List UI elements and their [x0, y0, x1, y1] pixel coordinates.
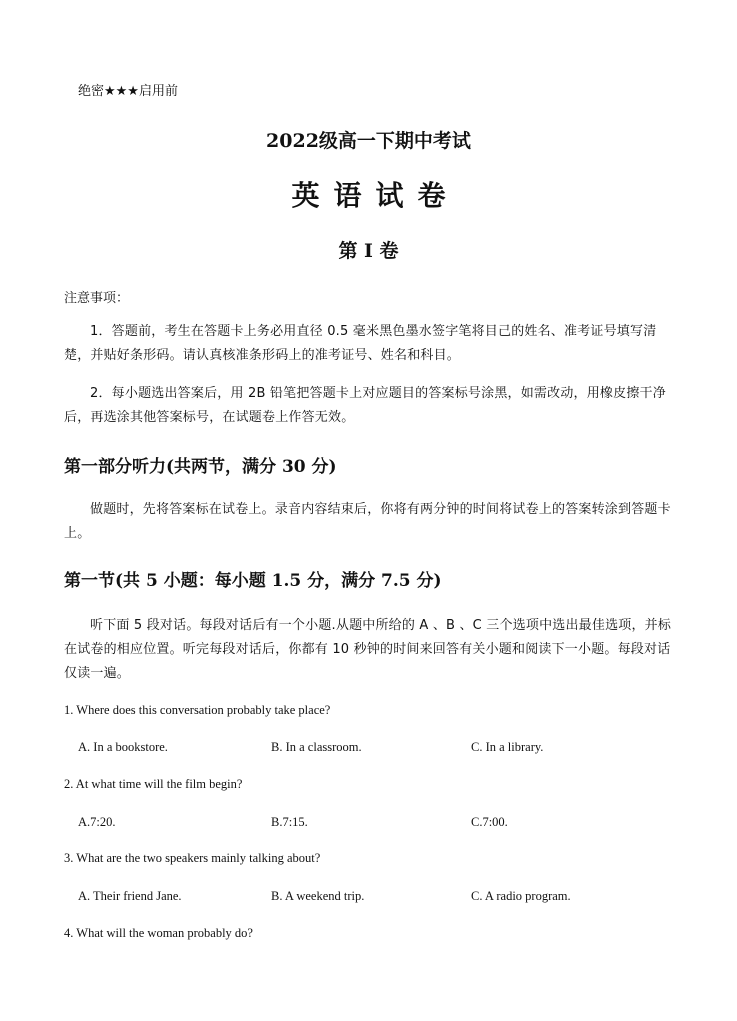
question-3-option-b: B. A weekend trip.: [271, 889, 365, 903]
confidential-label: 绝密★★★启用前: [78, 84, 178, 99]
subject-title: 英语试卷: [291, 179, 460, 212]
question-1-option-c: C. In a library.: [471, 740, 544, 754]
exam-title: 2022级高一下期中考试: [266, 130, 471, 152]
notice-item-2: 2．每小题选出答案后，用 2B 铅笔把答题卡上对应题目的答案标号涂黑，如需改动，用橡皮擦干净后，再选涂其他答案标号，在试题卷上作答无效。: [64, 386, 666, 425]
part1-instructions: 做题时，先将答案标在试卷上。录音内容结束后，你将有两分钟的时间将试卷上的答案转涂到答题卡上。: [64, 502, 671, 541]
question-3-option-c: C. A radio program.: [471, 889, 571, 903]
section1-instructions: 听下面 5 段对话。每段对话后有一个小题.从题中所给的 A 、B 、C 三个选项中选出最佳选项，并标在试卷的相应位置。听完每段对话后，你都有 10 秒钟的时间来回答有关小题和阅读下一小题。每段对话仅读一遍。: [64, 618, 672, 681]
question-2-option-b: B.7:15.: [271, 815, 308, 829]
question-1: 1. Where does this conversation probably take place?: [64, 703, 331, 717]
question-1-option-b: B. In a classroom.: [271, 740, 362, 754]
section1-heading: 第一节(共 5 小题：每小题 1.5 分，满分 7.5 分): [64, 571, 442, 591]
question-1-option-a: A. In a bookstore.: [78, 740, 168, 754]
question-4: 4. What will the woman probably do?: [64, 926, 253, 940]
question-2-option-a: A.7:20.: [78, 815, 116, 829]
volume-title: 第 I 卷: [338, 240, 399, 262]
question-2: 2. At what time will the film begin?: [64, 777, 243, 791]
question-3-option-a: A. Their friend Jane.: [78, 889, 182, 903]
part1-heading: 第一部分听力(共两节，满分 30 分): [64, 457, 337, 477]
notice-heading: 注意事项：: [64, 291, 130, 306]
question-2-option-c: C.7:00.: [471, 815, 508, 829]
notice-item-1: 1．答题前，考生在答题卡上务必用直径 0.5 毫米黑色墨水签字笔将目己的姓名、准考证号填写清楚，并贴好条形码。请认真核准条形码上的准考证号、姓名和科目。: [64, 324, 657, 363]
question-3: 3. What are the two speakers mainly talking about?: [64, 851, 321, 865]
